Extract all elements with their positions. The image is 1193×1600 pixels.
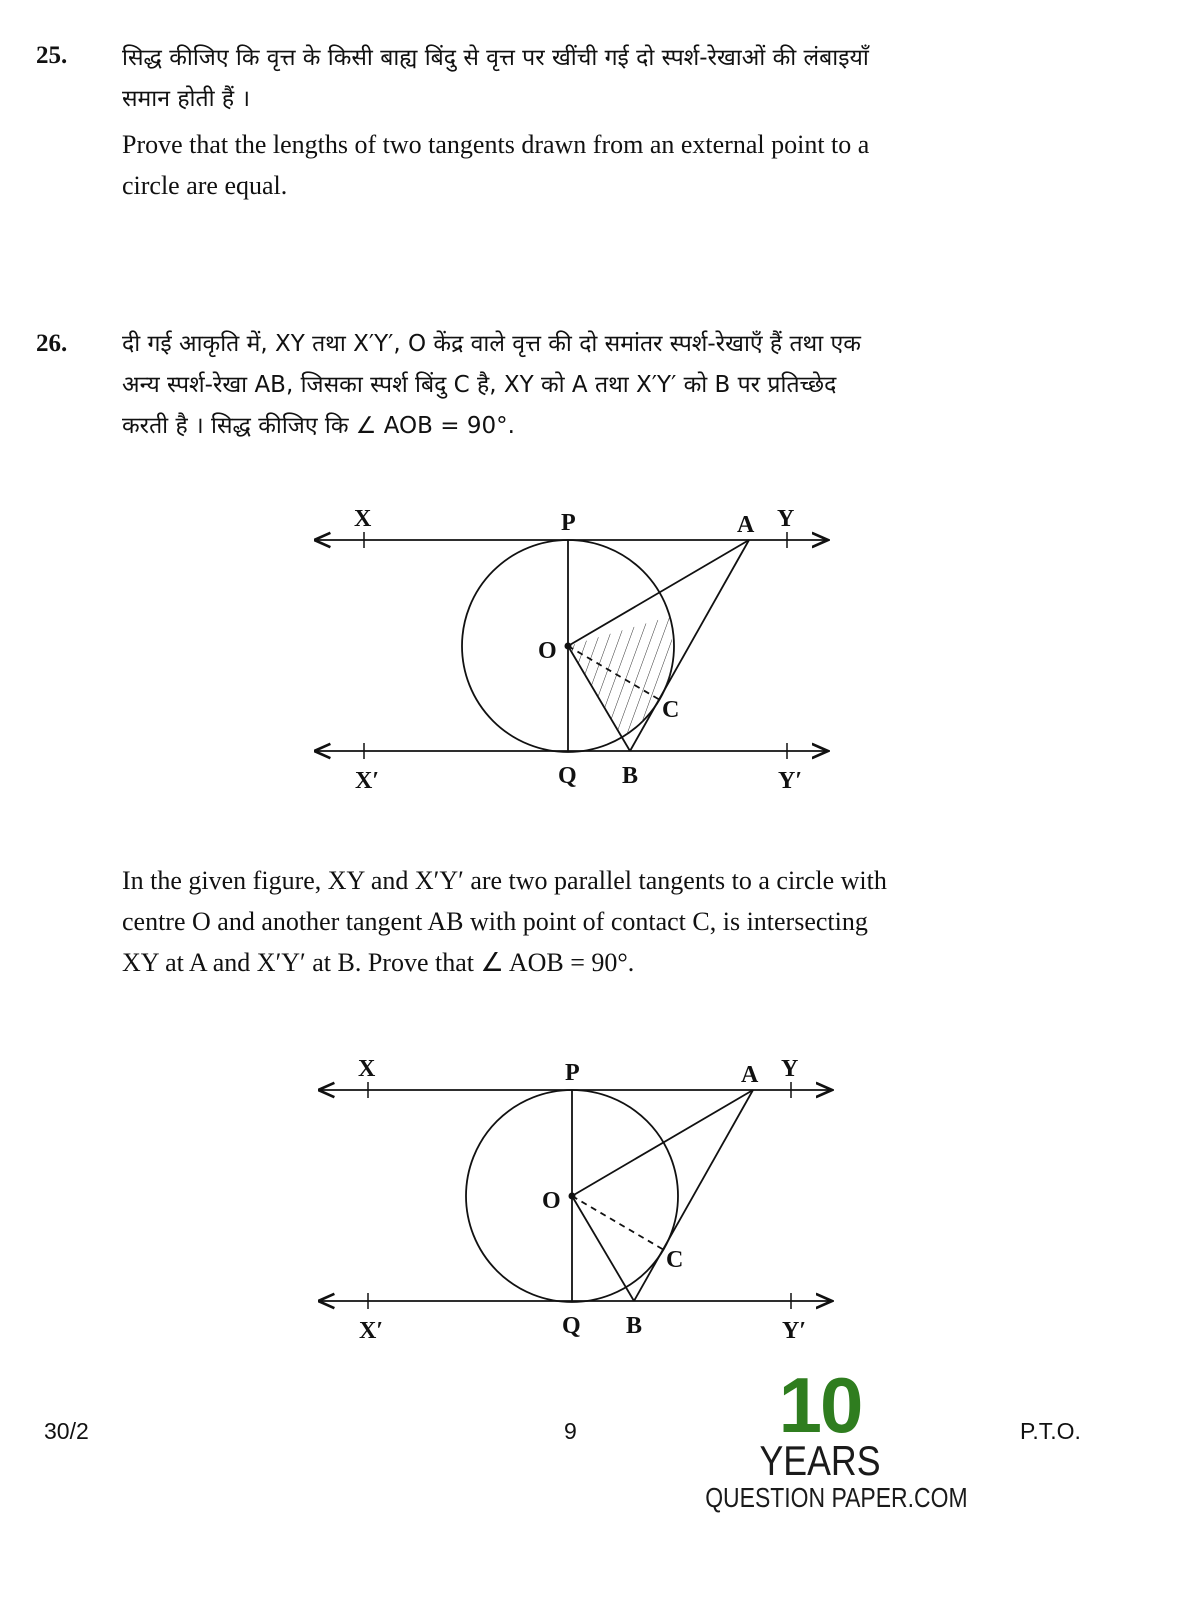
label-x-prime: X′ (355, 768, 380, 794)
q26-english-line-2: centre O and another tangent AB with point of contact C, is intersecting (122, 907, 868, 936)
label-y-prime-2: Y′ (782, 1318, 807, 1344)
label-x-prime-2: X′ (359, 1318, 384, 1344)
label-a-2: A (741, 1062, 759, 1088)
tangent-ab-2 (634, 1090, 753, 1301)
segment-oa-2 (572, 1090, 753, 1196)
watermark-logo (680, 1361, 968, 1514)
q25-hindi-line-2: समान होती हैं । (122, 86, 251, 112)
pto-label: P.T.O. (1020, 1418, 1081, 1444)
figure-2-tangents (320, 1056, 832, 1344)
label-a: A (737, 512, 755, 538)
page-number: 9 (564, 1418, 577, 1444)
q25-hindi-line-1: सिद्ध कीजिए कि वृत्त के किसी बाह्य बिंदु से वृत्त पर खींची गई दो स्पर्श-रेखाओं की लंबाइयाँ (122, 45, 869, 71)
q26-hindi-line-3: करती है । सिद्ध कीजिए कि ∠ AOB = 90°. (122, 413, 515, 439)
watermark-site: QUESTION PAPER.COM (705, 1482, 968, 1513)
label-p-2: P (565, 1060, 580, 1086)
label-c-2: C (666, 1247, 684, 1273)
label-o: O (538, 638, 557, 664)
segment-oc-2 (572, 1196, 664, 1250)
label-b-2: B (626, 1313, 643, 1339)
label-y-2: Y (781, 1056, 799, 1082)
question-26-english-text (122, 860, 1042, 983)
label-y: Y (777, 506, 795, 532)
label-y-prime: Y′ (778, 768, 803, 794)
point-o-2 (569, 1193, 576, 1200)
label-x: X (354, 506, 372, 532)
q26-hindi-line-1: दी गई आकृति में, XY तथा X′Y′, O केंद्र वाले वृत्त की दो समांतर स्पर्श-रेखाएँ हैं तथा एक (122, 331, 861, 357)
segment-ob-2 (572, 1196, 634, 1301)
watermark-years: YEARS (759, 1437, 881, 1484)
question-number-25: 25. (36, 42, 68, 69)
watermark-number: 10 (778, 1361, 862, 1449)
q26-hindi-line-2: अन्य स्पर्श-रेखा AB, जिसका स्पर्श बिंदु C है, XY को A तथा X′Y′ को B पर प्रतिच्छेद (122, 372, 837, 398)
label-p: P (561, 510, 576, 536)
q25-english-line-1: Prove that the lengths of two tangents drawn from an external point to a (122, 130, 870, 159)
label-q-2: Q (562, 1313, 581, 1339)
point-o (565, 643, 572, 650)
label-o-2: O (542, 1188, 561, 1214)
label-c: C (662, 697, 680, 723)
label-x-2: X (358, 1056, 376, 1082)
q26-english-line-1: In the given figure, XY and X′Y′ are two parallel tangents to a circle with (122, 866, 887, 895)
paper-code: 30/2 (44, 1418, 89, 1444)
q26-english-line-3: XY at A and X′Y′ at B. Prove that ∠ AOB = 90°. (122, 948, 635, 977)
label-q: Q (558, 763, 577, 789)
label-b: B (622, 763, 639, 789)
question-number-26: 26. (36, 330, 68, 357)
q25-english-line-2: circle are equal. (122, 171, 288, 200)
